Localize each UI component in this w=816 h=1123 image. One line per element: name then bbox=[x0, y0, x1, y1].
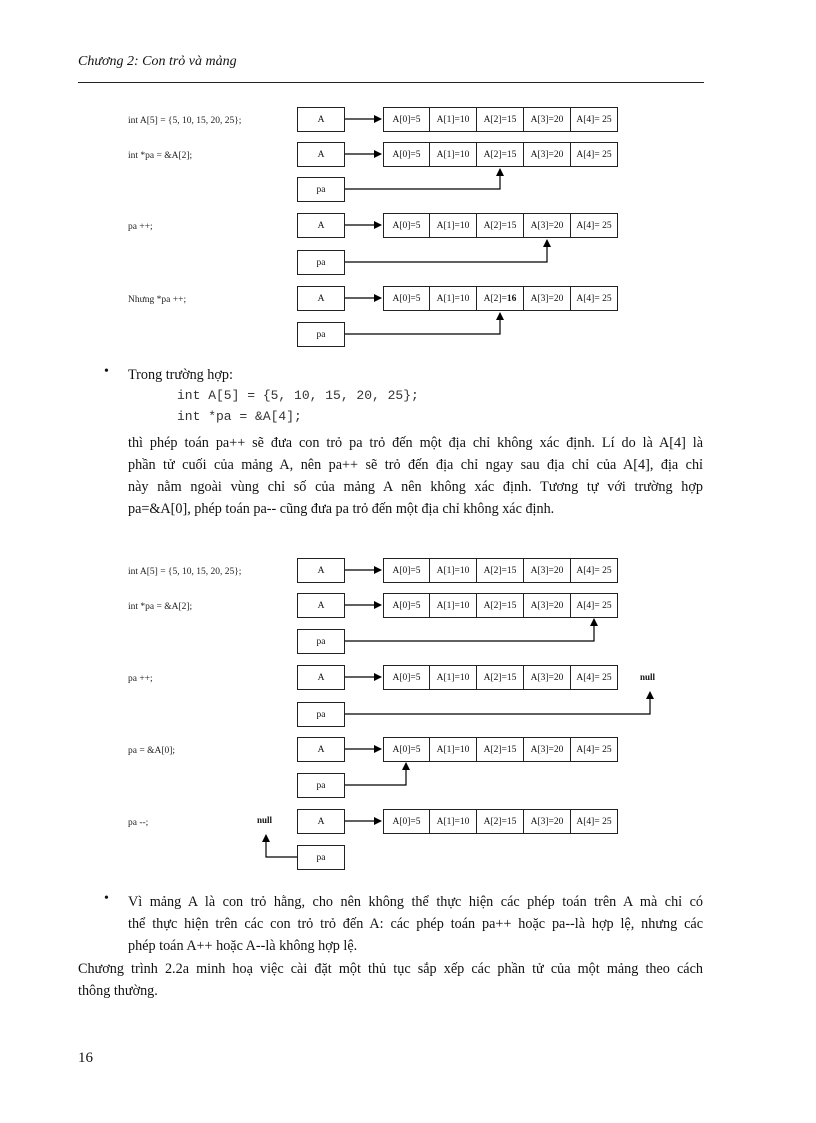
array-cell: A[0]=5 bbox=[383, 558, 430, 583]
array-cell: A[1]=10 bbox=[429, 213, 477, 238]
array-cell: A[0]=5 bbox=[383, 286, 430, 311]
array-cell: A[1]=10 bbox=[429, 107, 477, 132]
array-cell: A[0]=5 bbox=[383, 107, 430, 132]
pointer-pa-box: pa bbox=[297, 773, 345, 798]
paragraph-line: thì phép toán pa++ sẽ đưa con trỏ pa trỏ đến một địa chỉ không xác định. Lí do là A[4] là bbox=[128, 435, 703, 451]
array-a-box: A bbox=[297, 665, 345, 690]
array-a-box: A bbox=[297, 107, 345, 132]
paragraph-line: Vì mảng A là con trỏ hằng, cho nên không thể thực hiện các phép toán trên A mà chỉ có bbox=[128, 894, 703, 910]
array-cell: A[0]=5 bbox=[383, 213, 430, 238]
code-label: pa --; bbox=[128, 818, 149, 828]
pointer-pa-box: pa bbox=[297, 629, 345, 654]
array-cell: A[4]= 25 bbox=[570, 286, 618, 311]
array-cell: A[4]= 25 bbox=[570, 107, 618, 132]
paragraph-line: Chương trình 2.2a minh hoạ việc cài đặt một thủ tục sắp xếp các phần tử của một mảng theo cách bbox=[78, 961, 703, 977]
code-label: int A[5] = {5, 10, 15, 20, 25}; bbox=[128, 567, 242, 577]
pointer-pa-box: pa bbox=[297, 177, 345, 202]
array-cell: A[1]=10 bbox=[429, 809, 477, 834]
code-label: pa = &A[0]; bbox=[128, 746, 176, 756]
paragraph-line: thông thường. bbox=[78, 983, 158, 999]
array-cell: A[3]=20 bbox=[523, 665, 571, 690]
array-cell: A[4]= 25 bbox=[570, 809, 618, 834]
array-cell: A[4]= 25 bbox=[570, 665, 618, 690]
array-cell: A[4]= 25 bbox=[570, 593, 618, 618]
array-cell: A[4]= 25 bbox=[570, 213, 618, 238]
array-a-box: A bbox=[297, 558, 345, 583]
array-a-box: A bbox=[297, 213, 345, 238]
array-cell: A[0]=5 bbox=[383, 809, 430, 834]
null-label: null bbox=[257, 815, 273, 825]
code-label: int *pa = &A[2]; bbox=[128, 602, 193, 612]
array-cell: A[1]=10 bbox=[429, 286, 477, 311]
array-cell: A[2]=15 bbox=[476, 737, 524, 762]
array-cell: A[3]=20 bbox=[523, 107, 571, 132]
pointer-pa-box: pa bbox=[297, 322, 345, 347]
array-cell: A[2]=15 bbox=[476, 142, 524, 167]
arrow-pa-pointer bbox=[345, 763, 406, 785]
arrow-pa-pointer bbox=[345, 240, 547, 262]
code-label: Nhưng *pa ++; bbox=[128, 295, 187, 305]
array-cell: A[1]=10 bbox=[429, 737, 477, 762]
array-cell: A[2]=15 bbox=[476, 213, 524, 238]
paragraph-line: thể thực hiện trên các con trỏ trỏ đến A: các phép toán pa++ hoặc pa--là hợp lệ, nhưng các bbox=[128, 916, 703, 932]
array-cell: A[2]=15 bbox=[476, 809, 524, 834]
bullet-intro: Trong trường hợp: bbox=[128, 367, 233, 383]
bullet-dot: • bbox=[104, 891, 109, 906]
array-cell: A[1]=10 bbox=[429, 665, 477, 690]
paragraph-line: phép toán A++ hoặc A--là không hợp lệ. bbox=[128, 938, 358, 954]
array-cell: A[0]=5 bbox=[383, 665, 430, 690]
array-cell: A[1]=10 bbox=[429, 558, 477, 583]
pointer-pa-box: pa bbox=[297, 845, 345, 870]
array-cell: A[1]=10 bbox=[429, 593, 477, 618]
array-cell: A[3]=20 bbox=[523, 809, 571, 834]
array-cell: A[3]=20 bbox=[523, 286, 571, 311]
arrow-pa-pointer bbox=[345, 619, 594, 641]
array-cell: A[2]=15 bbox=[476, 107, 524, 132]
array-cell: A[4]= 25 bbox=[570, 737, 618, 762]
array-a-box: A bbox=[297, 142, 345, 167]
array-cell: A[2]=15 bbox=[476, 665, 524, 690]
array-a-box: A bbox=[297, 809, 345, 834]
array-cell: A[2]=15 bbox=[476, 593, 524, 618]
arrow-pa-pointer bbox=[345, 692, 650, 714]
array-a-box: A bbox=[297, 286, 345, 311]
null-label: null bbox=[640, 672, 656, 682]
pointer-pa-box: pa bbox=[297, 250, 345, 275]
arrow-pa-pointer bbox=[266, 835, 297, 857]
array-cell: A[3]=20 bbox=[523, 593, 571, 618]
array-cell: A[3]=20 bbox=[523, 737, 571, 762]
arrow-pa-pointer bbox=[345, 169, 500, 189]
array-cell: A[0]=5 bbox=[383, 593, 430, 618]
paragraph-line: phần tử cuối của mảng A, nên pa++ sẽ trỏ đến địa chỉ ngay sau địa chỉ của A[4], địa chỉ bbox=[128, 457, 703, 473]
array-cell: A[0]=5 bbox=[383, 737, 430, 762]
paragraph-line: pa=&A[0], phép toán pa-- cũng đưa pa trỏ đến một địa chỉ không xác định. bbox=[128, 501, 555, 517]
bullet-dot: • bbox=[104, 364, 109, 379]
array-cell: A[2]=15 bbox=[476, 558, 524, 583]
array-cell: A[3]=20 bbox=[523, 142, 571, 167]
array-cell: A[3]=20 bbox=[523, 558, 571, 583]
array-cell: A[0]=5 bbox=[383, 142, 430, 167]
code-line: int *pa = &A[4]; bbox=[177, 409, 302, 424]
page-number: 16 bbox=[78, 1050, 93, 1066]
arrow-pa-pointer bbox=[345, 313, 500, 334]
code-label: int A[5] = {5, 10, 15, 20, 25}; bbox=[128, 116, 242, 126]
pointer-pa-box: pa bbox=[297, 702, 345, 727]
array-cell: A[4]= 25 bbox=[570, 142, 618, 167]
code-line: int A[5] = {5, 10, 15, 20, 25}; bbox=[177, 388, 419, 403]
cell-new-value: 16 bbox=[506, 293, 517, 304]
cell-prefix: A[2]= bbox=[483, 293, 507, 304]
chapter-title: Chương 2: Con trỏ và mảng bbox=[78, 54, 237, 69]
paragraph-line: này nằm ngoài vùng chỉ số của mảng A nên không xác định. Tương tự với trường hợp bbox=[128, 479, 703, 495]
array-a-box: A bbox=[297, 737, 345, 762]
array-a-box: A bbox=[297, 593, 345, 618]
code-label: pa ++; bbox=[128, 674, 153, 684]
code-label: pa ++; bbox=[128, 222, 153, 232]
array-cell: A[3]=20 bbox=[523, 213, 571, 238]
array-cell: A[1]=10 bbox=[429, 142, 477, 167]
array-cell: A[4]= 25 bbox=[570, 558, 618, 583]
code-label: int *pa = &A[2]; bbox=[128, 151, 193, 161]
